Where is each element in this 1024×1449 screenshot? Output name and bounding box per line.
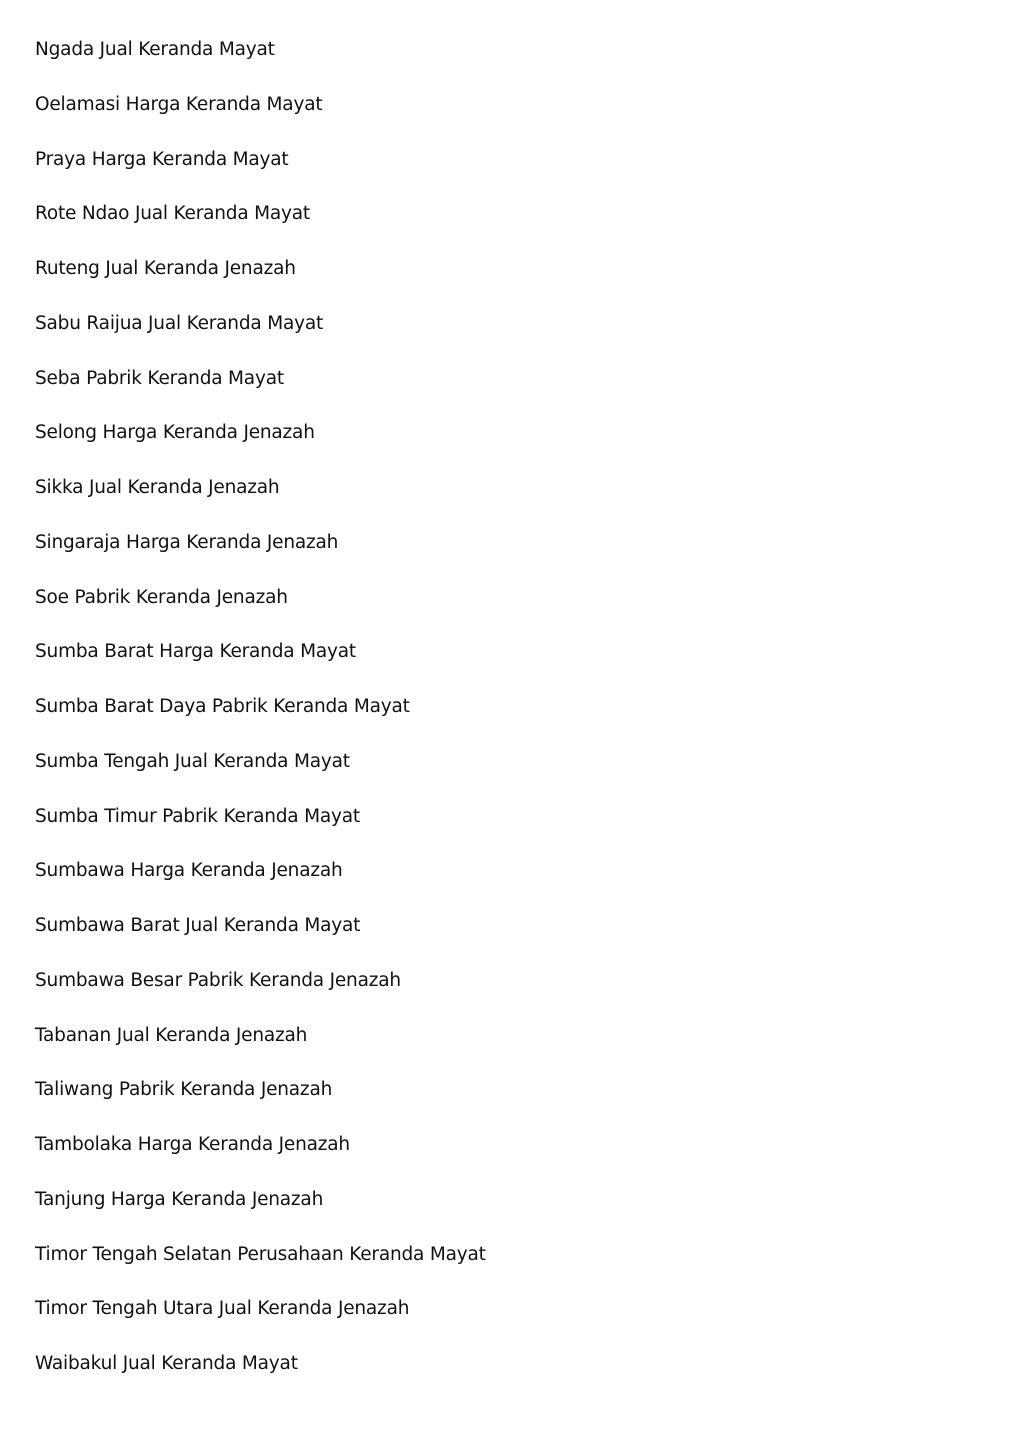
list-item: Sumba Barat Harga Keranda Mayat [35,641,356,663]
list-item: Tambolaka Harga Keranda Jenazah [35,1134,350,1155]
list-item: Ruteng Jual Keranda Jenazah [35,258,296,279]
list-item: Selong Harga Keranda Jenazah [35,422,315,444]
list-item: Praya Harga Keranda Mayat [35,148,289,170]
list-item: Sabu Raijua Jual Keranda Mayat [35,312,324,334]
list-item: Sumba Tengah Jual Keranda Mayat [35,750,350,772]
list-item: Sumbawa Barat Jual Keranda Mayat [35,915,361,936]
list-item: Sumbawa Harga Keranda Jenazah [35,860,343,882]
document-text-list [35,35,486,1404]
list-item: Seba Pabrik Keranda Mayat [35,367,284,389]
list-item: Singaraja Harga Keranda Jenazah [35,531,339,553]
list-item: Ngada Jual Keranda Mayat [35,39,275,60]
list-item: Sumba Barat Daya Pabrik Keranda Mayat [35,696,410,717]
list-item: Oelamasi Harga Keranda Mayat [35,93,323,115]
list-item: Sumbawa Besar Pabrik Keranda Jenazah [35,969,401,991]
list-item: Taliwang Pabrik Keranda Jenazah [35,1079,333,1101]
list-item: Rote Ndao Jual Keranda Mayat [35,203,310,225]
list-item: Waibakul Jual Keranda Mayat [35,1353,298,1374]
list-item: Sumba Timur Pabrik Keranda Mayat [35,805,360,827]
list-item: Soe Pabrik Keranda Jenazah [35,586,288,608]
list-item: Tabanan Jual Keranda Jenazah [35,1024,308,1046]
list-item: Sikka Jual Keranda Jenazah [35,477,280,498]
list-item: Timor Tengah Utara Jual Keranda Jenazah [35,1298,410,1320]
list-item: Tanjung Harga Keranda Jenazah [35,1188,324,1210]
list-item: Timor Tengah Selatan Perusahaan Keranda Mayat [35,1243,486,1265]
